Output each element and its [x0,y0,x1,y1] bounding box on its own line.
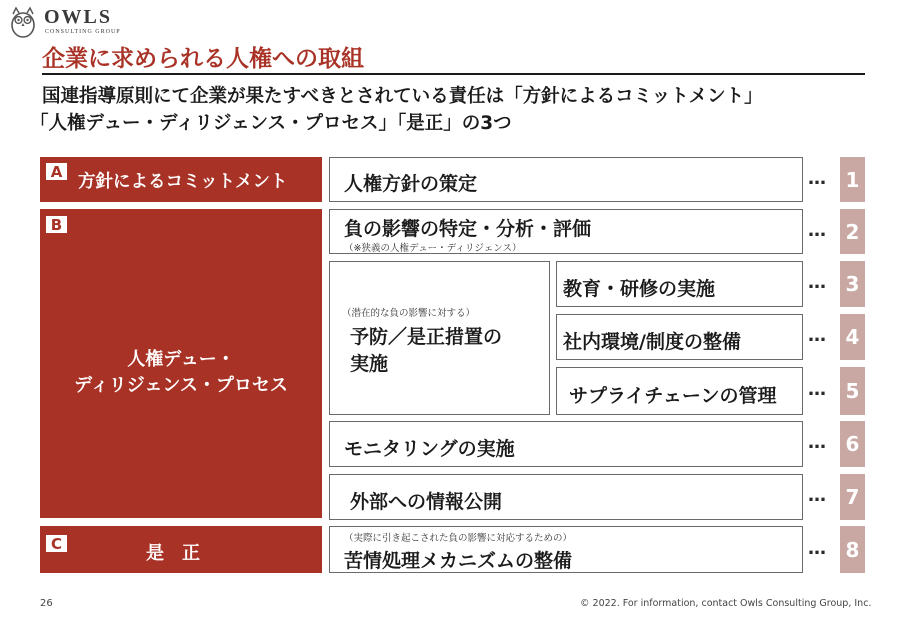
item-4-number: 4 [840,314,865,360]
item-2-text: 負の影響の特定・分析・評価 [344,218,592,240]
item-2-ellipsis: … [808,220,827,241]
item-3-number: 3 [840,261,865,307]
item-7-ellipsis: … [808,485,827,506]
category-b-letter: B [46,216,67,233]
item-6-ellipsis: … [808,432,827,453]
copyright: © 2022. For information, contact Owls Consulting Group, Inc. [580,598,872,609]
category-b-label-1: 人権デュー・ [127,349,235,370]
item-1-text: 人権方針の策定 [344,173,478,195]
prevention-note: （潜在的な負の影響に対する） [342,308,476,319]
item-4-ellipsis: … [808,325,827,346]
logo-subtitle: CONSULTING GROUP [45,29,121,35]
item-5-text: サプライチェーンの管理 [569,385,777,407]
category-a-block [40,157,322,202]
item-7-number: 7 [840,474,865,520]
item-1-box [329,157,803,202]
item-8-number: 8 [840,526,865,573]
item-3-ellipsis: … [808,272,827,293]
item-6-number: 6 [840,421,865,467]
intro-line-2: 「人権デュー・ディリジェンス・プロセス」「是正」の3つ [30,113,512,134]
item-3-text: 教育・研修の実施 [563,278,716,300]
owl-icon [8,6,38,38]
item-7-box [329,474,803,520]
item-6-box [329,421,803,467]
item-4-text: 社内環境/制度の整備 [563,331,741,353]
item-6-text: モニタリングの実施 [344,438,515,460]
item-8-text: 苦情処理メカニズムの整備 [344,550,573,572]
category-a-letter: A [46,163,67,180]
item-2-box [329,209,803,254]
category-c-label: 是 正 [146,543,200,564]
item-5-box [556,367,803,415]
logo [8,6,128,40]
title-underline [42,73,865,75]
category-a-label: 方針によるコミットメント [78,172,288,192]
prevention-group-box [329,261,550,415]
item-1-number: 1 [840,157,865,202]
logo-name: OWLS [44,6,113,28]
category-b-label-2: ディリジェンス・プロセス [74,375,288,396]
item-5-number: 5 [840,367,865,415]
item-4-box [556,314,803,360]
category-b-block [40,209,322,518]
category-c-block [40,526,322,573]
item-1-ellipsis: … [808,168,827,189]
item-8-box [329,526,803,573]
item-8-ellipsis: … [808,538,827,559]
item-2-note: （※狭義の人権デュー・ディリジェンス） [344,243,522,254]
item-2-number: 2 [840,209,865,254]
item-5-ellipsis: … [808,379,827,400]
prevention-line-1: 予防／是正措置の [350,326,503,348]
item-3-box [556,261,803,307]
prevention-line-2: 実施 [350,353,389,375]
item-8-note: （実際に引き起こされた負の影響に対応するための） [344,533,573,544]
item-7-text: 外部への情報公開 [350,491,503,513]
category-c-letter: C [46,535,67,552]
page-title: 企業に求められる人権への取組 [42,46,364,72]
intro-line-1: 国連指導原則にて企業が果たすべきとされている責任は「方針によるコミットメント」 [42,86,763,107]
page-number: 26 [40,598,53,609]
